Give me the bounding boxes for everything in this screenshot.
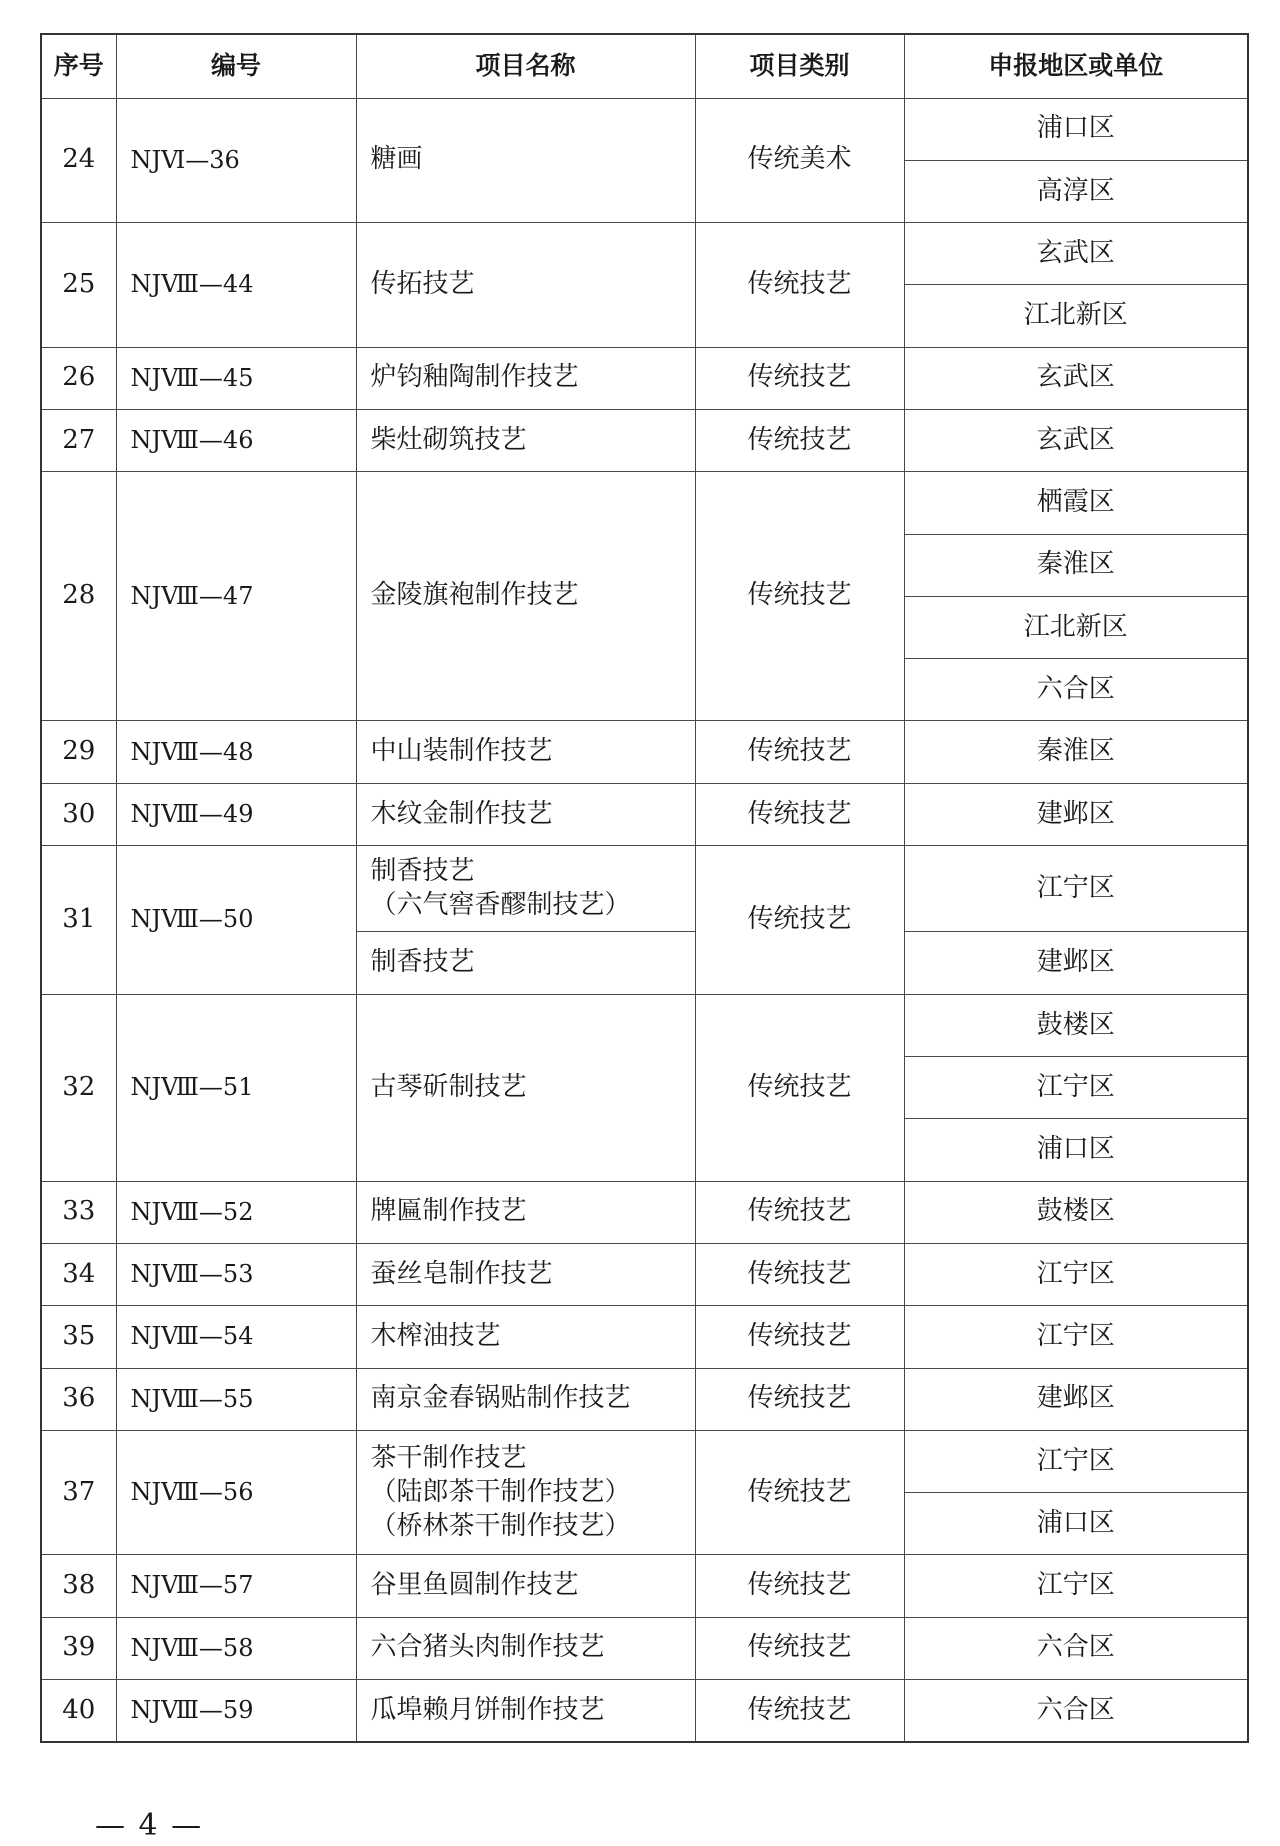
header-unit: 申报地区或单位 xyxy=(904,34,1248,98)
name-line: 制香技艺 xyxy=(370,855,475,886)
cell-category: 传统技艺 xyxy=(695,1555,904,1617)
cell-unit: 玄武区 xyxy=(904,409,1248,471)
cell-seq: 33 xyxy=(41,1181,116,1243)
cell-unit: 栖霞区 xyxy=(904,472,1248,534)
table-row xyxy=(41,1243,1248,1305)
cell-category: 传统技艺 xyxy=(695,1243,904,1305)
cell-seq: 40 xyxy=(41,1680,116,1742)
cell-code: NJⅧ—50 xyxy=(116,846,356,995)
cell-name: 制香技艺 xyxy=(356,932,695,994)
cell-code: NJⅧ—49 xyxy=(116,783,356,845)
cell-name xyxy=(356,846,695,932)
cell-code: NJⅧ—44 xyxy=(116,223,356,348)
cell-unit: 秦淮区 xyxy=(904,721,1248,783)
cell-code: NJⅧ—53 xyxy=(116,1243,356,1305)
cell-seq: 37 xyxy=(41,1430,116,1555)
cell-category: 传统技艺 xyxy=(695,223,904,348)
table-row xyxy=(41,1430,1248,1492)
name-line: （六气窖香醪制技艺） xyxy=(370,889,631,920)
table-row xyxy=(41,347,1248,409)
cell-category: 传统技艺 xyxy=(695,994,904,1181)
cell-unit: 六合区 xyxy=(904,1680,1248,1742)
cell-code: NJⅧ—54 xyxy=(116,1306,356,1368)
cell-unit: 秦淮区 xyxy=(904,534,1248,596)
cell-seq: 38 xyxy=(41,1555,116,1617)
cell-category: 传统技艺 xyxy=(695,1617,904,1679)
cell-category: 传统技艺 xyxy=(695,721,904,783)
cell-category: 传统技艺 xyxy=(695,1430,904,1555)
cell-category: 传统技艺 xyxy=(695,409,904,471)
cell-category: 传统美术 xyxy=(695,98,904,223)
cell-seq: 25 xyxy=(41,223,116,348)
cell-unit: 江宁区 xyxy=(904,846,1248,932)
table-row xyxy=(41,1181,1248,1243)
cell-name: 蚕丝皂制作技艺 xyxy=(356,1243,695,1305)
name-line: （桥林茶干制作技艺） xyxy=(370,1510,631,1541)
cell-unit: 浦口区 xyxy=(904,98,1248,160)
cell-unit: 浦口区 xyxy=(904,1119,1248,1181)
cell-code: NJⅧ—45 xyxy=(116,347,356,409)
cell-seq: 32 xyxy=(41,994,116,1181)
cell-seq: 26 xyxy=(41,347,116,409)
cell-unit: 玄武区 xyxy=(904,347,1248,409)
cell-name: 糖画 xyxy=(356,98,695,223)
cell-name: 木榨油技艺 xyxy=(356,1306,695,1368)
cell-seq: 31 xyxy=(41,846,116,995)
cell-unit: 六合区 xyxy=(904,659,1248,721)
cell-seq: 34 xyxy=(41,1243,116,1305)
cell-unit: 江宁区 xyxy=(904,1430,1248,1492)
cell-unit: 江宁区 xyxy=(904,1057,1248,1119)
cell-name: 六合猪头肉制作技艺 xyxy=(356,1617,695,1679)
cell-seq: 24 xyxy=(41,98,116,223)
cell-unit: 江北新区 xyxy=(904,596,1248,658)
cell-seq: 29 xyxy=(41,721,116,783)
table-row xyxy=(41,1555,1248,1617)
table-row xyxy=(41,1368,1248,1430)
cell-code: NJⅥ—36 xyxy=(116,98,356,223)
cell-name: 谷里鱼圆制作技艺 xyxy=(356,1555,695,1617)
table-row xyxy=(41,98,1248,160)
cell-name: 传拓技艺 xyxy=(356,223,695,348)
cell-code: NJⅧ—48 xyxy=(116,721,356,783)
cell-unit: 鼓楼区 xyxy=(904,1181,1248,1243)
cell-seq: 39 xyxy=(41,1617,116,1679)
table-header-row xyxy=(41,34,1248,98)
cell-unit: 鼓楼区 xyxy=(904,994,1248,1056)
cell-code: NJⅧ—47 xyxy=(116,472,356,721)
cell-unit: 浦口区 xyxy=(904,1493,1248,1555)
cell-name: 瓜埠赖月饼制作技艺 xyxy=(356,1680,695,1742)
cell-code: NJⅧ—57 xyxy=(116,1555,356,1617)
cell-category: 传统技艺 xyxy=(695,846,904,995)
cell-name: 南京金春锅贴制作技艺 xyxy=(356,1368,695,1430)
cell-category: 传统技艺 xyxy=(695,1181,904,1243)
table-row xyxy=(41,1306,1248,1368)
name-line: 茶干制作技艺 xyxy=(370,1442,527,1473)
cell-code: NJⅧ—56 xyxy=(116,1430,356,1555)
cell-category: 传统技艺 xyxy=(695,783,904,845)
header-seq: 序号 xyxy=(41,34,116,98)
cell-code: NJⅧ—58 xyxy=(116,1617,356,1679)
cell-code: NJⅧ—51 xyxy=(116,994,356,1181)
header-category: 项目类别 xyxy=(695,34,904,98)
cell-unit: 高淳区 xyxy=(904,160,1248,222)
cell-name: 柴灶砌筑技艺 xyxy=(356,409,695,471)
cell-unit: 江宁区 xyxy=(904,1243,1248,1305)
cell-seq: 35 xyxy=(41,1306,116,1368)
page-number: — 4 — xyxy=(95,1808,204,1843)
cell-category: 传统技艺 xyxy=(695,347,904,409)
table-row xyxy=(41,721,1248,783)
header-code: 编号 xyxy=(116,34,356,98)
header-name: 项目名称 xyxy=(356,34,695,98)
cell-unit: 建邺区 xyxy=(904,932,1248,994)
cell-name: 中山装制作技艺 xyxy=(356,721,695,783)
cell-unit: 六合区 xyxy=(904,1617,1248,1679)
table-row xyxy=(41,409,1248,471)
cell-category: 传统技艺 xyxy=(695,1680,904,1742)
cell-unit: 江北新区 xyxy=(904,285,1248,347)
cell-category: 传统技艺 xyxy=(695,472,904,721)
table-row xyxy=(41,472,1248,534)
cell-name: 炉钧釉陶制作技艺 xyxy=(356,347,695,409)
cell-unit: 建邺区 xyxy=(904,1368,1248,1430)
cell-name: 金陵旗袍制作技艺 xyxy=(356,472,695,721)
cell-seq: 27 xyxy=(41,409,116,471)
cell-code: NJⅧ—59 xyxy=(116,1680,356,1742)
cell-code: NJⅧ—52 xyxy=(116,1181,356,1243)
table-row xyxy=(41,1617,1248,1679)
cell-unit: 玄武区 xyxy=(904,223,1248,285)
cell-code: NJⅧ—55 xyxy=(116,1368,356,1430)
table-row xyxy=(41,1680,1248,1742)
name-line: （陆郎茶干制作技艺） xyxy=(370,1476,631,1507)
cell-unit: 江宁区 xyxy=(904,1306,1248,1368)
cell-unit: 建邺区 xyxy=(904,783,1248,845)
cell-name: 古琴斫制技艺 xyxy=(356,994,695,1181)
cell-seq: 36 xyxy=(41,1368,116,1430)
table-row xyxy=(41,994,1248,1056)
cell-name: 木纹金制作技艺 xyxy=(356,783,695,845)
heritage-list-table xyxy=(40,33,1249,1743)
cell-seq: 30 xyxy=(41,783,116,845)
cell-seq: 28 xyxy=(41,472,116,721)
cell-name: 牌匾制作技艺 xyxy=(356,1181,695,1243)
table-row xyxy=(41,783,1248,845)
cell-unit: 江宁区 xyxy=(904,1555,1248,1617)
cell-category: 传统技艺 xyxy=(695,1306,904,1368)
cell-code: NJⅧ—46 xyxy=(116,409,356,471)
table-row xyxy=(41,223,1248,285)
cell-name xyxy=(356,1430,695,1555)
cell-category: 传统技艺 xyxy=(695,1368,904,1430)
table-row xyxy=(41,846,1248,932)
